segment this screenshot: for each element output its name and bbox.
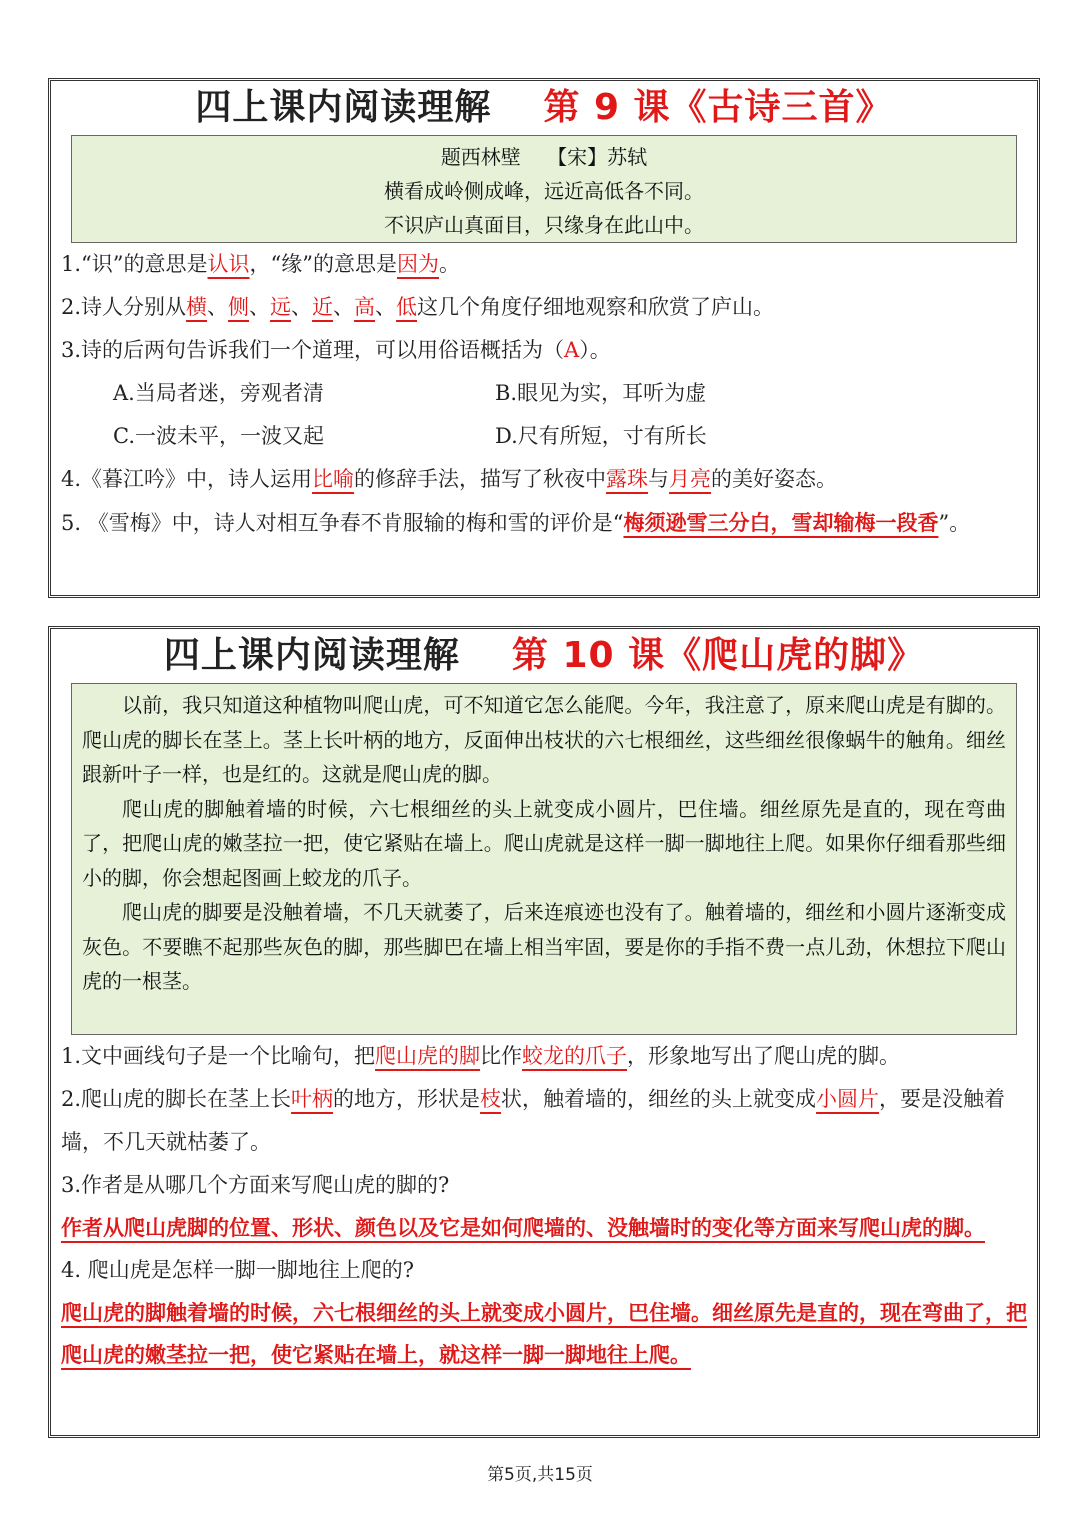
option-c: C.一波未平，一波又起: [113, 424, 324, 448]
answer: 侧: [228, 295, 250, 319]
lesson10-question-4: 4. 爬山虎是怎样一脚一脚地往上爬的?: [61, 1258, 414, 1282]
answer: 远: [270, 295, 292, 319]
option-d: D.尺有所短，寸有所长: [495, 424, 707, 448]
poem-line-2: 不识庐山真面目，只缘身在此山中。: [384, 213, 704, 237]
answer: 露珠: [606, 467, 649, 491]
answer: 爬山虎的脚: [375, 1044, 481, 1068]
lesson9-question-5: 5. 《雪梅》中，诗人对相互争春不肯服输的梅和雪的评价是“梅须逊雪三分白，雪却输梅一段香”。: [61, 510, 971, 535]
lesson10-question-3: 3.作者是从哪几个方面来写爬山虎的脚的?: [61, 1173, 450, 1197]
lesson10-title-left: 四上课内阅读理解: [163, 635, 460, 676]
lesson9-card: [48, 78, 1040, 598]
lesson9-question-1: 1.“识”的意思是认识，“缘”的意思是因为。: [61, 252, 460, 276]
lesson10-answer-3: 作者从爬山虎脚的位置、形状、颜色以及它是如何爬墙的、没触墙时的变化等方面来写爬山虎的脚。: [61, 1215, 985, 1240]
answer: A: [564, 338, 580, 362]
lesson10-question-1: 1.文中画线句子是一个比喻句，把爬山虎的脚比作蛟龙的爪子，形象地写出了爬山虎的脚。: [61, 1044, 901, 1068]
answer: 近: [312, 295, 334, 319]
option-b: B.眼见为实，耳听为虚: [495, 381, 707, 405]
answer: 小圆片: [816, 1087, 880, 1111]
passage-paragraph-1: 以前，我只知道这种植物叫爬山虎，可不知道它怎么能爬。今年，我注意了，原来爬山虎是有脚的。爬山虎的脚长在茎上。茎上长叶柄的地方，反面伸出枝状的六七根细丝，这些细丝很像蜗牛的触角。细丝跟新叶子一样，也是红的。这就是爬山虎的脚。: [82, 693, 1006, 786]
page-number: 第5页,共15页: [487, 1465, 593, 1485]
options-row-2: [61, 415, 1027, 458]
answer: 月亮: [669, 467, 712, 491]
answer: 枝: [480, 1087, 502, 1111]
lesson10-answer-4: 爬山虎的脚触着墙的时候，六七根细丝的头上就变成小圆片，巴住墙。细丝原先是直的，现在弯曲了，把爬山虎的嫩茎拉一把，使它紧贴在墙上，就这样一脚一脚地往上爬。: [61, 1300, 1027, 1367]
option-a: A.当局者迷，旁观者清: [113, 381, 324, 405]
passage-box: [71, 683, 1017, 1035]
passage-paragraph-2: 爬山虎的脚触着墙的时候，六七根细丝的头上就变成小圆片，巴住墙。细丝原先是直的，现在弯曲了，把爬山虎的嫩茎拉一把，使它紧贴在墙上。爬山虎就是这样一脚一脚地往上爬。如果你仔细看那些细小的脚，你会想起图画上蛟龙的爪子。: [82, 796, 1006, 890]
answer: 梅须逊雪三分白，雪却输: [623, 510, 855, 535]
answer: 高: [354, 295, 376, 319]
answer: 比喻: [312, 467, 355, 491]
lesson10-title-right: 第 10 课《爬山虎的脚》: [511, 635, 925, 676]
answer: 因为: [397, 252, 439, 276]
passage-paragraph-3: 爬山虎的脚要是没触着墙，不几天就萎了，后来连痕迹也没有了。触着墙的，细丝和小圆片逐渐变成灰色。不要瞧不起那些灰色的脚，那些脚巴在墙上相当牢固，要是你的手指不费一点儿劲，休想拉下爬山虎的一根茎。: [82, 900, 1006, 993]
poem-box: [71, 135, 1017, 243]
answer: 横: [186, 295, 208, 319]
answer: 叶柄: [291, 1087, 334, 1111]
lesson9-title-left: 四上课内阅读理解: [195, 87, 492, 128]
answer: 梅一段香: [854, 510, 939, 535]
lesson9-question-2: 2.诗人分别从横、侧、远、近、高、低这几个角度仔细地观察和欣赏了庐山。: [61, 295, 775, 319]
poem-line-1: 横看成岭侧成峰，远近高低各不同。: [384, 179, 704, 203]
lesson9-title: [61, 81, 1027, 135]
lesson10-title: [61, 629, 1027, 683]
lesson9-question-3: 3.诗的后两句告诉我们一个道理，可以用俗语概括为（A）。: [61, 338, 611, 362]
lesson9-title-right: 第 9 课《古诗三首》: [543, 87, 893, 128]
options-row-1: [61, 372, 1027, 415]
poem-heading: 题西林壁 【宋】苏轼: [440, 145, 648, 169]
lesson9-question-4: 4.《暮江吟》中，诗人运用比喻的修辞手法，描写了秋夜中露珠与月亮的美好姿态。: [61, 467, 838, 491]
lesson10-card: [48, 626, 1040, 1438]
answer: 认识: [207, 252, 250, 276]
answer: 低: [396, 295, 418, 319]
lesson10-question-2: 2.爬山虎的脚长在茎上长叶柄的地方，形状是枝状，触着墙的，细丝的头上就变成小圆片，要是没触着墙，不几天就枯萎了。: [61, 1087, 1006, 1154]
answer: 蛟龙的爪子: [522, 1044, 628, 1068]
